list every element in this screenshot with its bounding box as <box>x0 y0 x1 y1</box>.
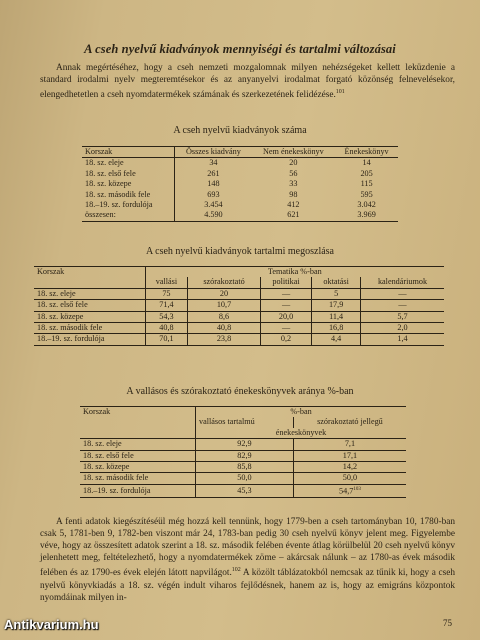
table3-period-cell: 18. sz. eleje <box>80 439 196 450</box>
table2-row <box>34 288 444 299</box>
table3-col-header: vallásos tartalmú <box>196 417 294 427</box>
table3-period-cell: 18. sz. közepe <box>80 462 196 473</box>
table2-value-cell: 4,4 <box>312 334 361 345</box>
table1-row <box>82 158 398 169</box>
table3-value-cell: 45,3 <box>196 484 294 497</box>
table3-value-cell: 14,2 <box>293 462 406 473</box>
table3-value-cell: 85,8 <box>196 462 294 473</box>
table2-col-header: oktatási <box>312 277 361 288</box>
table2-value-cell: — <box>260 300 311 311</box>
table3-blank-header <box>80 428 196 439</box>
table2-value-cell: 17,9 <box>312 300 361 311</box>
table2-header-row <box>34 267 444 278</box>
table2-col-header: politikai <box>260 277 311 288</box>
table1-value-cell: 3.042 <box>357 200 376 210</box>
table2-value-cell: 5 <box>312 288 361 299</box>
table3-value-cell: 92,9 <box>196 439 294 450</box>
table2-value-cell: 10,7 <box>188 300 261 311</box>
table2-value-cell: 11,4 <box>312 311 361 322</box>
table2-subheader-row <box>34 277 444 288</box>
closing-paragraph: A fenti adatok kiegészítéséül még hozzá kell tennünk, hogy 1779-ben a cseh tartományban 10, 1780-ban csak 5, 1781-ben 9, 1782-ben viszont már 24, 1783-ban pedig 30 cseh nyelvű könyv jelent meg. Figyelembe véve, hogy az összesített adatok szerint a 18. sz. második felében évente átlag körülbelül 20 cseh nyelvű könyv jelenhetett meg, feltételezhető, hogy a nyomdatermékek zöme – akárcsak nálunk – az 1780-as évek második felében és az 1790-es évek elején látott napvilágot.$^{102}$ A közölt táblázatokból nemcsak az tűnik ki, hogy a cseh nyelvű könyvkiadás a 18. sz. végén indult viharos fejlődésnek, hanem az is, hogy az emigráns központok nyomdáinak milyen in- <box>40 517 455 603</box>
footnote-marker: 102 <box>231 567 241 574</box>
table2-row <box>34 311 444 322</box>
table2-value-cell: — <box>260 288 311 299</box>
table1-header: Nem énekeskönyv <box>252 147 336 158</box>
table2-value-cell: 75 <box>145 288 188 299</box>
table2-value-cell: 71,4 <box>145 300 188 311</box>
table1 <box>82 146 398 222</box>
table1-period-cell: 18. sz. második fele <box>82 190 175 200</box>
table3-title: A vallásos és szórakoztató énekeskönyvek aránya %-ban <box>126 386 354 397</box>
table1-value-cell: 34 <box>209 158 218 168</box>
table3 <box>80 406 406 498</box>
table1-row <box>82 169 398 179</box>
table2-value-cell: 40,8 <box>145 323 188 334</box>
table1-period-cell: 18. sz. első fele <box>82 169 175 179</box>
table2-period-cell: 18. sz. eleje <box>34 288 145 299</box>
table3-value-cell: 50,0 <box>293 473 406 484</box>
table3-row <box>80 450 406 461</box>
section-heading: A cseh nyelvű kiadványok mennyiségi és tartalmi változásai <box>84 42 396 56</box>
table2-period-cell: 18. sz. közepe <box>34 311 145 322</box>
table3-value-cell: 82,9 <box>196 450 294 461</box>
table1-row <box>82 190 398 200</box>
table1-period-cell: összesen: <box>82 210 175 221</box>
table1-header: Korszak <box>82 147 175 158</box>
table2-korszak-header: Korszak <box>34 267 145 278</box>
table1-value-cell: 3.454 <box>204 200 223 210</box>
table1-value-cell: 98 <box>289 189 298 199</box>
table2-col-header: vallási <box>145 277 188 288</box>
table2-value-cell: 70,1 <box>145 334 188 345</box>
table3-korszak-header: Korszak <box>80 407 196 428</box>
table2-value-cell: 8,6 <box>188 311 261 322</box>
table2-row <box>34 300 444 311</box>
table3-row <box>80 473 406 484</box>
table2-row <box>34 334 444 345</box>
table2-value-cell: 2,0 <box>360 323 444 334</box>
table2-value-cell: 5,7 <box>360 311 444 322</box>
table1-value-cell: 205 <box>360 168 373 178</box>
table1-value-cell: 621 <box>287 210 300 220</box>
table2-value-cell: 20 <box>188 288 261 299</box>
table2-value-cell: 23,8 <box>188 334 261 345</box>
table1-header: Énekeskönyv <box>335 147 398 158</box>
table3-group-bottom-row <box>80 428 406 439</box>
table2-body <box>34 288 444 345</box>
table2-row <box>34 323 444 334</box>
table1-value-cell: 115 <box>360 179 373 189</box>
table2-period-cell: 18.–19. sz. fordulója <box>34 334 145 345</box>
table2-value-cell: 1,4 <box>360 334 444 345</box>
table1-value-cell: 14 <box>362 158 371 168</box>
table1-row <box>82 179 398 189</box>
table2-value-cell: 0,2 <box>260 334 311 345</box>
table2-col-header: szórakoztató <box>188 277 261 288</box>
table1-period-cell: 18. sz. közepe <box>82 179 175 189</box>
table2-period-cell: 18. sz. második fele <box>34 323 145 334</box>
table2-value-cell: 16,8 <box>312 323 361 334</box>
table2-period-cell: 18. sz. első fele <box>34 300 145 311</box>
table2-value-cell: 20,0 <box>260 311 311 322</box>
table1-value-cell: 261 <box>207 168 220 178</box>
table1-value-cell: 4.590 <box>204 210 223 220</box>
table1-period-cell: 18. sz. eleje <box>82 158 175 169</box>
table1-header-row <box>82 147 398 158</box>
watermark: Antikvarium.hu <box>4 617 99 632</box>
table3-group-bottom: énekeskönyvek <box>196 428 406 439</box>
table2-value-cell: — <box>360 288 444 299</box>
table1-title: A cseh nyelvű kiadványok száma <box>173 125 307 136</box>
table3-period-cell: 18.–19. sz. fordulója <box>80 484 196 497</box>
table3-value-cell: 54,7$^{103}$ <box>293 484 406 497</box>
table1-row <box>82 200 398 210</box>
table2 <box>34 266 444 346</box>
table1-body <box>82 158 398 221</box>
table1-value-cell: 148 <box>207 179 220 189</box>
table1-period-cell: 18.–19. sz. fordulója <box>82 200 175 210</box>
table1-value-cell: 693 <box>207 189 220 199</box>
table3-value-cell: 50,0 <box>196 473 294 484</box>
table2-value-cell: — <box>260 323 311 334</box>
table3-row <box>80 462 406 473</box>
table3-body <box>80 439 406 498</box>
footnote-marker: 103 <box>353 486 361 492</box>
table2-col-header: kalendáriumok <box>360 277 444 288</box>
footnote-marker: 101 <box>335 89 345 96</box>
table3-row <box>80 439 406 450</box>
table2-value-cell: 40,8 <box>188 323 261 334</box>
table1-value-cell: 33 <box>289 179 298 189</box>
table1-value-cell: 412 <box>287 200 300 210</box>
table1-row <box>82 210 398 221</box>
table2-title: A cseh nyelvű kiadványok tartalmi megoszlása <box>145 246 334 257</box>
table3-period-cell: 18. sz. második fele <box>80 473 196 484</box>
table1-value-cell: 20 <box>289 158 298 168</box>
table2-group-header: Tematika %-ban <box>267 267 322 276</box>
table3-header-row <box>80 407 406 418</box>
table3-value-cell: 7,1 <box>293 439 406 450</box>
table3-period-cell: 18. sz. első fele <box>80 450 196 461</box>
table3-group-header: %-ban <box>290 407 312 416</box>
page-number: 75 <box>443 618 452 628</box>
table3-col-header: szórakoztató jellegű <box>317 417 383 427</box>
table2-value-cell: 54,3 <box>145 311 188 322</box>
table1-value-cell: 3.969 <box>357 210 376 220</box>
table2-value-cell: — <box>360 300 444 311</box>
table2-blank-header <box>34 277 145 288</box>
table1-value-cell: 56 <box>289 168 298 178</box>
table1-value-cell: 595 <box>360 189 373 199</box>
table3-row <box>80 484 406 497</box>
table1-header: Összes kiadvány <box>175 147 252 158</box>
intro-paragraph: Annak megértéséhez, hogy a cseh nemzeti mozgalomnak milyen nehézségeket kellett leküzdenie a standard irodalmi nyelv megteremtésekor és az anyanyelvi irodalmat forgató közönség felnevelésekor, elengedhetetlen a cseh nyomdatermékek számának és szerkezetének felidézése.$^{101}$ <box>40 63 455 101</box>
table3-value-cell: 17,1 <box>293 450 406 461</box>
